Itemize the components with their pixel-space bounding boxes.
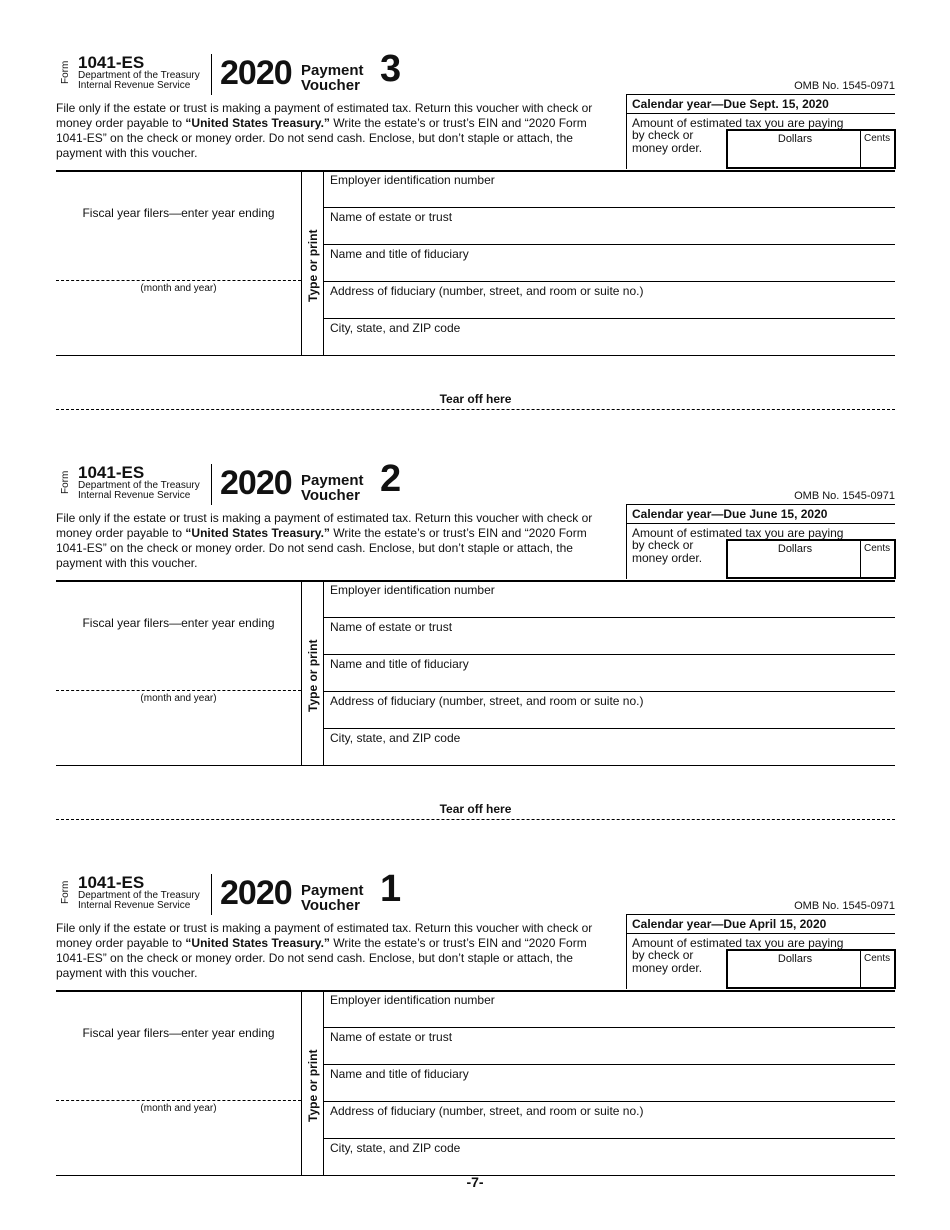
dept-line1: Department of the Treasury (78, 890, 200, 901)
city-label: City, state, and ZIP code (330, 731, 461, 745)
tear-off-label: Tear off here (439, 392, 512, 406)
header-divider (211, 874, 212, 915)
address-field[interactable] (324, 1102, 895, 1139)
dept-line1: Department of the Treasury (78, 70, 200, 81)
estate-name-field[interactable] (324, 618, 895, 655)
voucher-2 (56, 458, 895, 776)
voucher-word: Voucher (301, 487, 360, 504)
voucher-header (56, 458, 895, 506)
fiduciary-name-field[interactable] (324, 245, 895, 282)
fiscal-year-input[interactable] (56, 690, 301, 691)
cents-label: Cents (864, 133, 891, 144)
instr-part2: Write the estate’s or trust’s EIN and “2020 Form 1041-ES” on the check or money order. Do not send cash. Enclose, but don’t staple or attach, the payment with this voucher. (56, 526, 587, 570)
fiscal-year-label: Fiscal year filers—enter year ending (82, 616, 275, 630)
form-label: Form (60, 470, 71, 494)
voucher-word: Voucher (301, 897, 360, 914)
instructions (56, 921, 616, 981)
instr-bold: “United States Treasury.” (185, 116, 330, 130)
payment-word: Payment (301, 62, 364, 79)
department (78, 891, 200, 911)
omb-number: OMB No. 1545-0971 (794, 80, 895, 92)
dollars-label: Dollars (777, 543, 813, 555)
type-or-print-label: Type or print (306, 639, 320, 712)
instr-bold: “United States Treasury.” (185, 936, 330, 950)
department (78, 71, 200, 91)
city-field[interactable] (324, 319, 895, 356)
estate-name-label: Name of estate or trust (330, 1030, 453, 1044)
voucher-header (56, 868, 895, 916)
ein-label: Employer identification number (330, 173, 495, 187)
cents-label: Cents (864, 543, 891, 554)
payment-box (626, 94, 895, 169)
type-or-print-label: Type or print (306, 229, 320, 302)
instructions (56, 511, 616, 571)
ein-field[interactable] (324, 581, 895, 618)
instr-bold: “United States Treasury.” (185, 526, 330, 540)
instr-part1: File only if the estate or trust is making a payment of estimated tax. Return this voucher with check or money order payable to (56, 511, 593, 540)
instr-part1: File only if the estate or trust is making a payment of estimated tax. Return this voucher with check or money order payable to (56, 101, 593, 130)
address-label: Address of fiduciary (number, street, and room or suite no.) (330, 284, 644, 298)
address-field[interactable] (324, 282, 895, 319)
form-number: 1041-ES (78, 53, 145, 72)
tear-off-label: Tear off here (439, 802, 512, 816)
form-label: Form (60, 60, 71, 84)
payment-voucher-title (301, 63, 364, 93)
estate-name-label: Name of estate or trust (330, 210, 453, 224)
voucher-number: 3 (380, 48, 402, 90)
voucher-header (56, 48, 895, 96)
amount-label: Amount of estimated tax you are paying (632, 116, 844, 130)
payment-word: Payment (301, 472, 364, 489)
estate-name-label: Name of estate or trust (330, 620, 453, 634)
amount-input[interactable] (726, 129, 896, 169)
payment-box (626, 504, 895, 579)
instr-part2: Write the estate’s or trust’s EIN and “2020 Form 1041-ES” on the check or money order. Do not send cash. Enclose, but don’t staple or attach, the payment with this voucher. (56, 116, 587, 160)
fiscal-year-label: Fiscal year filers—enter year ending (82, 1026, 275, 1040)
omb-number: OMB No. 1545-0971 (794, 900, 895, 912)
instr-part2: Write the estate’s or trust’s EIN and “2020 Form 1041-ES” on the check or money order. Do not send cash. Enclose, but don’t staple or attach, the payment with this voucher. (56, 936, 587, 980)
address-field[interactable] (324, 692, 895, 729)
header-divider (211, 54, 212, 95)
page-number: -7- (466, 1174, 484, 1190)
header-divider (211, 464, 212, 505)
instructions (56, 101, 616, 161)
dollars-label: Dollars (777, 953, 813, 965)
ein-field[interactable] (324, 991, 895, 1028)
dept-line2: Internal Revenue Service (78, 80, 191, 91)
form-number: 1041-ES (78, 463, 145, 482)
voucher-word: Voucher (301, 77, 360, 94)
ein-label: Employer identification number (330, 993, 495, 1007)
by-check-label: by check or money order. (632, 128, 703, 155)
fiduciary-name-field[interactable] (324, 655, 895, 692)
city-field[interactable] (324, 729, 895, 766)
due-date: Calendar year—Due April 15, 2020 (632, 917, 827, 931)
ein-label: Employer identification number (330, 583, 495, 597)
type-or-print-label: Type or print (306, 1049, 320, 1122)
voucher-number: 1 (380, 868, 402, 910)
address-label: Address of fiduciary (number, street, and room or suite no.) (330, 1104, 644, 1118)
month-year-label: (month and year) (140, 693, 217, 704)
voucher-1 (56, 868, 895, 1186)
amount-input[interactable] (726, 949, 896, 989)
form-number: 1041-ES (78, 873, 145, 892)
city-field[interactable] (324, 1139, 895, 1176)
by-check-label: by check or money order. (632, 538, 703, 565)
dept-line2: Internal Revenue Service (78, 490, 191, 501)
estate-name-field[interactable] (324, 208, 895, 245)
tax-year: 2020 (220, 874, 292, 912)
fiscal-year-input[interactable] (56, 280, 301, 281)
fiduciary-name-field[interactable] (324, 1065, 895, 1102)
city-label: City, state, and ZIP code (330, 321, 461, 335)
fiduciary-name-label: Name and title of fiduciary (330, 247, 469, 261)
amount-label: Amount of estimated tax you are paying (632, 936, 844, 950)
payment-voucher-title (301, 883, 364, 913)
address-label: Address of fiduciary (number, street, and room or suite no.) (330, 694, 644, 708)
fiduciary-name-label: Name and title of fiduciary (330, 657, 469, 671)
fiscal-year-input[interactable] (56, 1100, 301, 1101)
fiscal-year-label: Fiscal year filers—enter year ending (82, 206, 275, 220)
amount-input[interactable] (726, 539, 896, 579)
payment-box (626, 914, 895, 989)
ein-field[interactable] (324, 171, 895, 208)
voucher-number: 2 (380, 458, 402, 500)
amount-label: Amount of estimated tax you are paying (632, 526, 844, 540)
cents-label: Cents (864, 953, 891, 964)
due-date: Calendar year—Due June 15, 2020 (632, 507, 828, 521)
omb-number: OMB No. 1545-0971 (794, 490, 895, 502)
due-date: Calendar year—Due Sept. 15, 2020 (632, 97, 829, 111)
dept-line2: Internal Revenue Service (78, 900, 191, 911)
estate-name-field[interactable] (324, 1028, 895, 1065)
dept-line1: Department of the Treasury (78, 480, 200, 491)
payment-voucher-title (301, 473, 364, 503)
month-year-label: (month and year) (140, 1103, 217, 1114)
dollars-label: Dollars (777, 133, 813, 145)
form-label: Form (60, 880, 71, 904)
city-label: City, state, and ZIP code (330, 1141, 461, 1155)
tax-year: 2020 (220, 464, 292, 502)
instr-part1: File only if the estate or trust is making a payment of estimated tax. Return this voucher with check or money order payable to (56, 921, 593, 950)
voucher-3 (56, 48, 895, 366)
tax-year: 2020 (220, 54, 292, 92)
payment-word: Payment (301, 882, 364, 899)
by-check-label: by check or money order. (632, 948, 703, 975)
fiduciary-name-label: Name and title of fiduciary (330, 1067, 469, 1081)
department (78, 481, 200, 501)
month-year-label: (month and year) (140, 283, 217, 294)
